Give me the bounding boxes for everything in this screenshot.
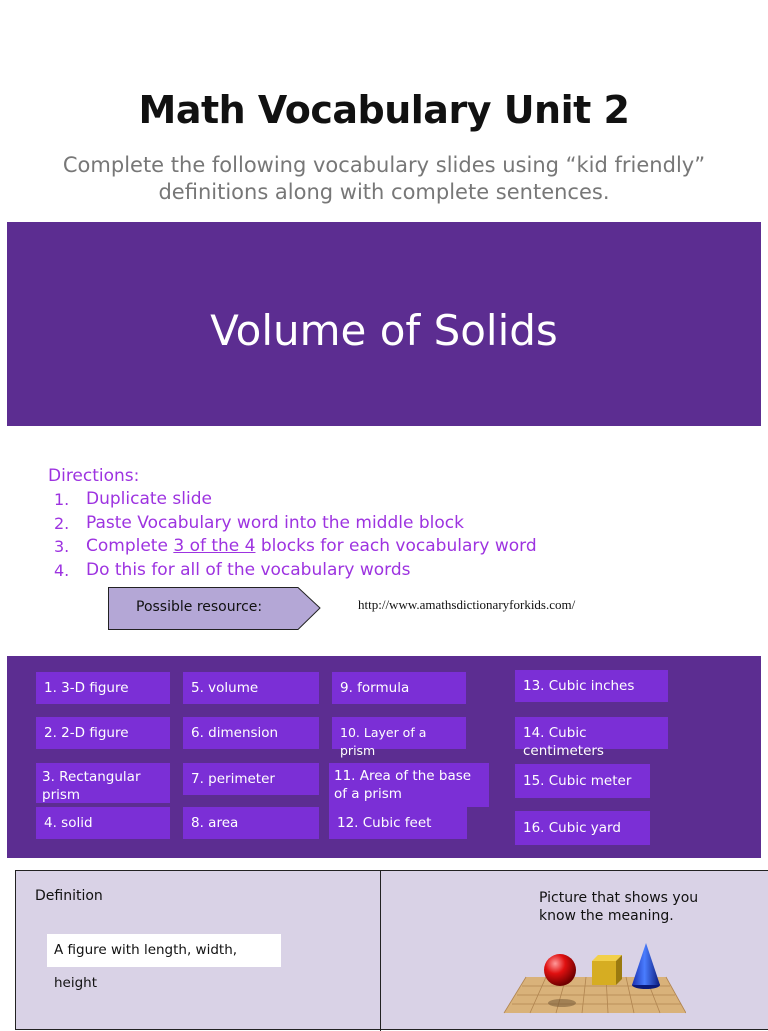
directions (48, 464, 537, 582)
direction-item: 4. Do this for all of the vocabulary words (54, 559, 411, 580)
solid-shapes-image (486, 943, 686, 1021)
vocab-item: 16. Cubic yard (515, 811, 650, 845)
slide-divider (380, 871, 381, 1031)
resource-link[interactable]: http://www.amathsdictionaryforkids.com/ (358, 597, 576, 612)
definition-label: Definition (35, 888, 103, 904)
vocab-item: 12. Cubic feet (329, 807, 467, 839)
directions-list (48, 488, 537, 582)
vocab-item: 8. area (183, 807, 319, 839)
direction-item: 3. Complete 3 of the 4 blocks for each vocabulary word (54, 536, 537, 556)
vocabulary-slide (15, 870, 768, 1030)
vocab-item: 10. Layer of a prism (332, 717, 466, 749)
vocab-item: 6. dimension (183, 717, 319, 749)
direction-item: 1. Duplicate slide (54, 489, 212, 509)
vocab-item: 13. Cubic inches (515, 670, 668, 702)
possible-resource-arrow (108, 587, 320, 629)
vocab-item: 14. Cubic centimeters (515, 717, 668, 749)
picture-label: Picture that shows you know the meaning. (539, 890, 699, 924)
subtitle-line-2: definitions along with complete sentences. (158, 180, 610, 204)
vocab-item: 15. Cubic meter (515, 764, 650, 798)
vocab-item: 2. 2-D figure (36, 717, 170, 749)
resource-label: Possible resource: (136, 599, 263, 615)
vocab-item: 9. formula (332, 672, 466, 704)
solids-picture (486, 943, 686, 1025)
page-title: Math Vocabulary Unit 2 (138, 88, 630, 132)
vocab-item: 11. Area of the base of a prism (329, 763, 489, 807)
page-subtitle (40, 152, 728, 206)
vocab-item: 1. 3-D figure (36, 672, 170, 704)
vocab-item: 5. volume (183, 672, 319, 704)
vocabulary-panel (7, 656, 761, 858)
direction-item: 2. Paste Vocabulary word into the middle block (54, 512, 464, 533)
subtitle-line-1: Complete the following vocabulary slides using “kid friendly” (62, 153, 706, 177)
vocab-item: 3. Rectangular prism (36, 763, 170, 803)
underlined-text: 3 of the 4 (173, 536, 256, 556)
definition-text-box[interactable]: A figure with length, width, height (47, 934, 281, 967)
banner-title: Volume of Solids (210, 306, 558, 355)
vocab-item: 4. solid (36, 807, 170, 839)
title-banner (7, 222, 761, 426)
directions-heading: Directions: (48, 466, 140, 486)
vocab-item: 7. perimeter (183, 763, 319, 795)
